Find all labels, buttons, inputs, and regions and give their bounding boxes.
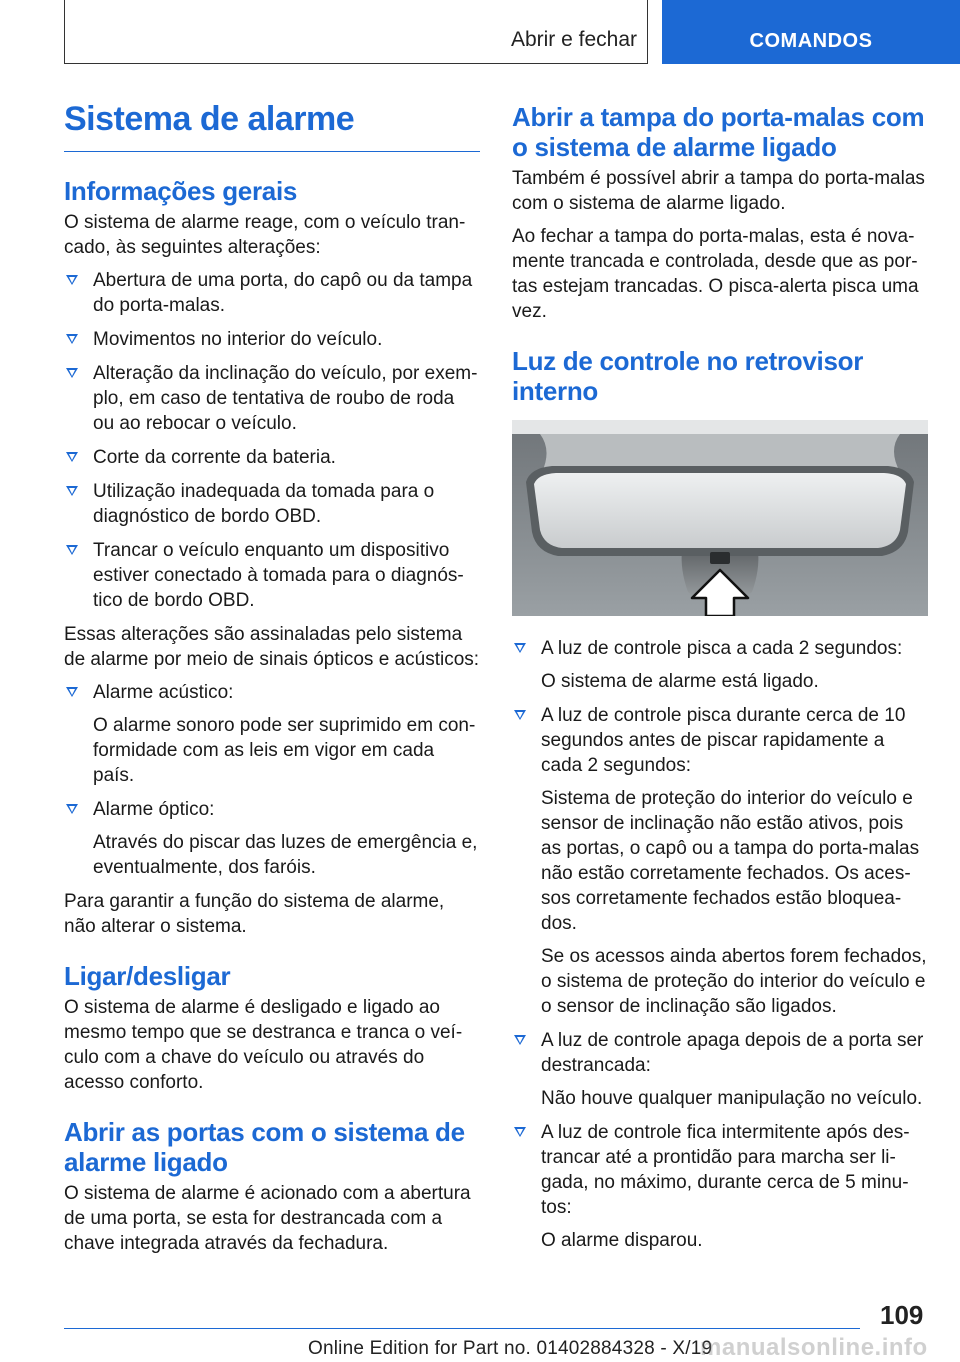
- heading-informacoes-gerais: Informações gerais: [64, 176, 298, 206]
- right-column: [512, 100, 928, 1262]
- triangle-bullet-icon: [514, 1127, 526, 1137]
- heading-luz-controle: Luz de controle no retrovisor interno: [512, 346, 864, 406]
- triangle-bullet-icon: [66, 545, 78, 555]
- list-item: Abertura de uma porta, do capô ou da tampa do porta-malas.: [64, 268, 480, 318]
- tampa-paragraph-1: Também é possível abrir a tampa do porta-malas com o sistema de alarme ligado.: [512, 168, 925, 214]
- abrir-portas-paragraph: O sistema de alarme é acionado com a abertura de uma porta, se esta for destrancada com a chave integrada através da fechadura.: [64, 1183, 471, 1254]
- footer-edition-text: Online Edition for Part no. 01402884328 - X/19: [308, 1338, 713, 1359]
- header-chapter-tab[interactable]: COMANDOS: [662, 0, 960, 64]
- watermark: manualsonline.info: [700, 1334, 928, 1361]
- triangle-bullet-icon: [514, 710, 526, 720]
- left-column: [64, 100, 480, 1264]
- luz-controle-list: [512, 636, 928, 1253]
- header-section-title: Abrir e fechar: [510, 28, 637, 51]
- tampa-paragraph-2: Ao fechar a tampa do porta-malas, esta é novamente trancada e controlada, desde que as portas estejam trancadas. O pisca-alerta pisca uma vez.: [512, 226, 919, 322]
- list-item: Movimentos no interior do veículo.: [64, 327, 480, 352]
- signals-list: [64, 680, 480, 880]
- list-item: Alarme óptico: Através do piscar das luzes de emergência e, eventualmente, dos faróis.: [64, 797, 480, 880]
- triangle-bullet-icon: [66, 687, 78, 697]
- list-item: A luz de controle fica intermitente após destrancar até a prontidão para marcha ser ligada, no máximo, durante cerca de 5 minutos: O alarme disparou.: [512, 1120, 928, 1253]
- page-number: 109: [880, 1300, 924, 1330]
- list-item: A luz de controle apaga depois de a porta ser destrancada: Não houve qualquer manipulação no veículo.: [512, 1028, 928, 1111]
- triangle-bullet-icon: [66, 804, 78, 814]
- list-item: Alteração da inclinação do veículo, por exemplo, em caso de tentativa de roubo de roda ou ao rebocar o veículo.: [64, 361, 480, 436]
- list-item: A luz de controle pisca a cada 2 segundos: O sistema de alarme está ligado.: [512, 636, 928, 694]
- intro-paragraph: O sistema de alarme reage, com o veículo trancado, às seguintes alterações:: [64, 212, 466, 258]
- triangle-bullet-icon: [66, 452, 78, 462]
- triangle-bullet-icon: [514, 1035, 526, 1045]
- footer-divider: [64, 1328, 860, 1329]
- list-item: A luz de controle pisca durante cerca de 10 segundos antes de piscar rapidamente a cada 2 segundos: Sistema de proteção do interior do veículo e sensor de inclinação não estão ativos, pois as portas, o capô ou a tampa do porta-malas não estão corretamente fechados. Os acessos corretamente fechados estão bloqueados. Se os acessos ainda abertos forem fechados, o sistema de proteção do interior do veículo e o sensor de inclinação são ligados.: [512, 703, 928, 1019]
- signals-paragraph: Essas alterações são assinaladas pelo sistema de alarme por meio de sinais ópticos e acústicos:: [64, 624, 480, 670]
- heading-abrir-tampa: Abrir a tampa do porta-malas com o sistema de alarme ligado: [512, 102, 925, 162]
- triangle-bullet-icon: [66, 486, 78, 496]
- list-item: Corte da corrente da bateria.: [64, 445, 480, 470]
- list-item: Trancar o veículo enquanto um dispositivo estiver conectado à tomada para o diagnóstico de bordo OBD.: [64, 538, 480, 613]
- triangle-bullet-icon: [66, 368, 78, 378]
- list-item: Utilização inadequada da tomada para o diagnóstico de bordo OBD.: [64, 479, 480, 529]
- rearview-mirror-illustration: [512, 420, 928, 616]
- ligar-paragraph: O sistema de alarme é desligado e ligado ao mesmo tempo que se destranca e tranca o veículo com a chave do veículo ou através do acesso conforto.: [64, 997, 463, 1093]
- triangle-bullet-icon: [66, 275, 78, 285]
- list-item: Alarme acústico: O alarme sonoro pode ser suprimido em conformidade com as leis em vigor em cada país.: [64, 680, 480, 788]
- triangle-bullet-icon: [66, 334, 78, 344]
- heading-abrir-portas: Abrir as portas com o sistema de alarme ligado: [64, 1117, 465, 1177]
- alteracoes-list: [64, 268, 480, 613]
- closing-paragraph: Para garantir a função do sistema de alarme, não alterar o sistema.: [64, 891, 445, 937]
- heading-ligar-desligar: Ligar/desligar: [64, 961, 231, 991]
- page-title: Sistema de alarme: [64, 100, 480, 152]
- triangle-bullet-icon: [514, 643, 526, 653]
